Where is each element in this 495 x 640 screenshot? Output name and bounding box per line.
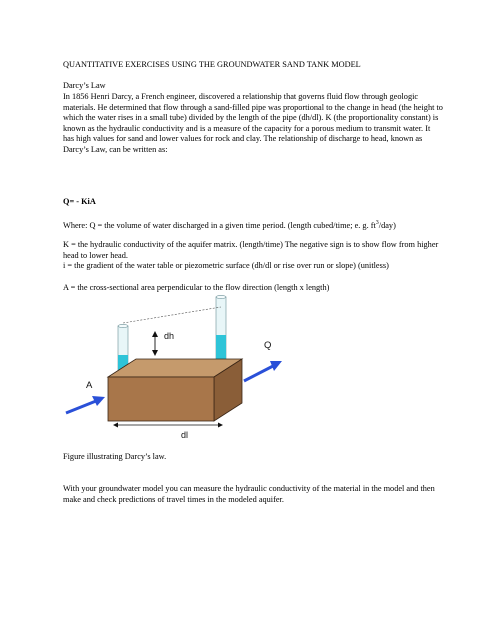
definition-a: A = the cross-sectional area perpendicular to the flow direction (length x length)	[63, 283, 330, 292]
q-outflow-arrow	[244, 361, 282, 381]
dh-label: dh	[164, 331, 175, 341]
definition-q-main: Where: Q = the volume of water discharged in a given time period. (length cubed/time; e. g. ft	[63, 220, 376, 230]
closing-paragraph: With your groundwater model you can measure the hydraulic conductivity of the material in the model and then make and check predictions of travel times in the modeled aquifer.	[63, 484, 435, 504]
darcy-figure	[60, 285, 300, 445]
darcy-equation	[63, 197, 443, 208]
document-title: QUANTITATIVE EXERCISES USING THE GROUNDWATER SAND TANK MODEL	[63, 60, 361, 69]
a-label: A	[86, 380, 93, 391]
figure-caption: Figure illustrating Darcy’s law.	[63, 452, 167, 461]
equation-text: Q= - KiA	[63, 197, 96, 206]
definition-i: i = the gradient of the water table or piezometric surface (dh/dl or rise over run or slope) (unitless)	[63, 261, 389, 270]
section-heading: Darcy’s Law	[63, 81, 106, 90]
definition-q-units: /day)	[378, 220, 396, 230]
q-label: Q	[264, 340, 272, 351]
intro-paragraph: In 1856 Henri Darcy, a French engineer, discovered a relationship that governs fluid flow through geologic materials. He determined that flow through a sand-filled pipe was proportional to the change in head (the height to which the water rises in a small tube) divided by the length of the pipe (dh/dl). K (the proportionality constant) is known as the hydraulic conductivity and is a measure of the capacity for a porous medium to transmit water. It has high values for sand and lower values for rock and clay. The relationship of discharge to head, known as Darcy’s Law, can be written as:	[63, 92, 443, 154]
dl-arrow	[113, 423, 223, 428]
head-gradient-line	[123, 307, 221, 323]
sand-block	[108, 359, 242, 421]
definition-q-superscript: 3	[375, 220, 379, 226]
dl-label: dl	[181, 430, 189, 440]
a-inflow-arrow	[66, 396, 105, 413]
definition-k: K = the hydraulic conductivity of the aquifer matrix. (length/time) The negative sign is to show flow from higher head to lower head.	[63, 240, 439, 260]
definition-q	[63, 218, 443, 231]
sand-block-front	[108, 377, 214, 421]
dh-arrow	[152, 331, 158, 356]
